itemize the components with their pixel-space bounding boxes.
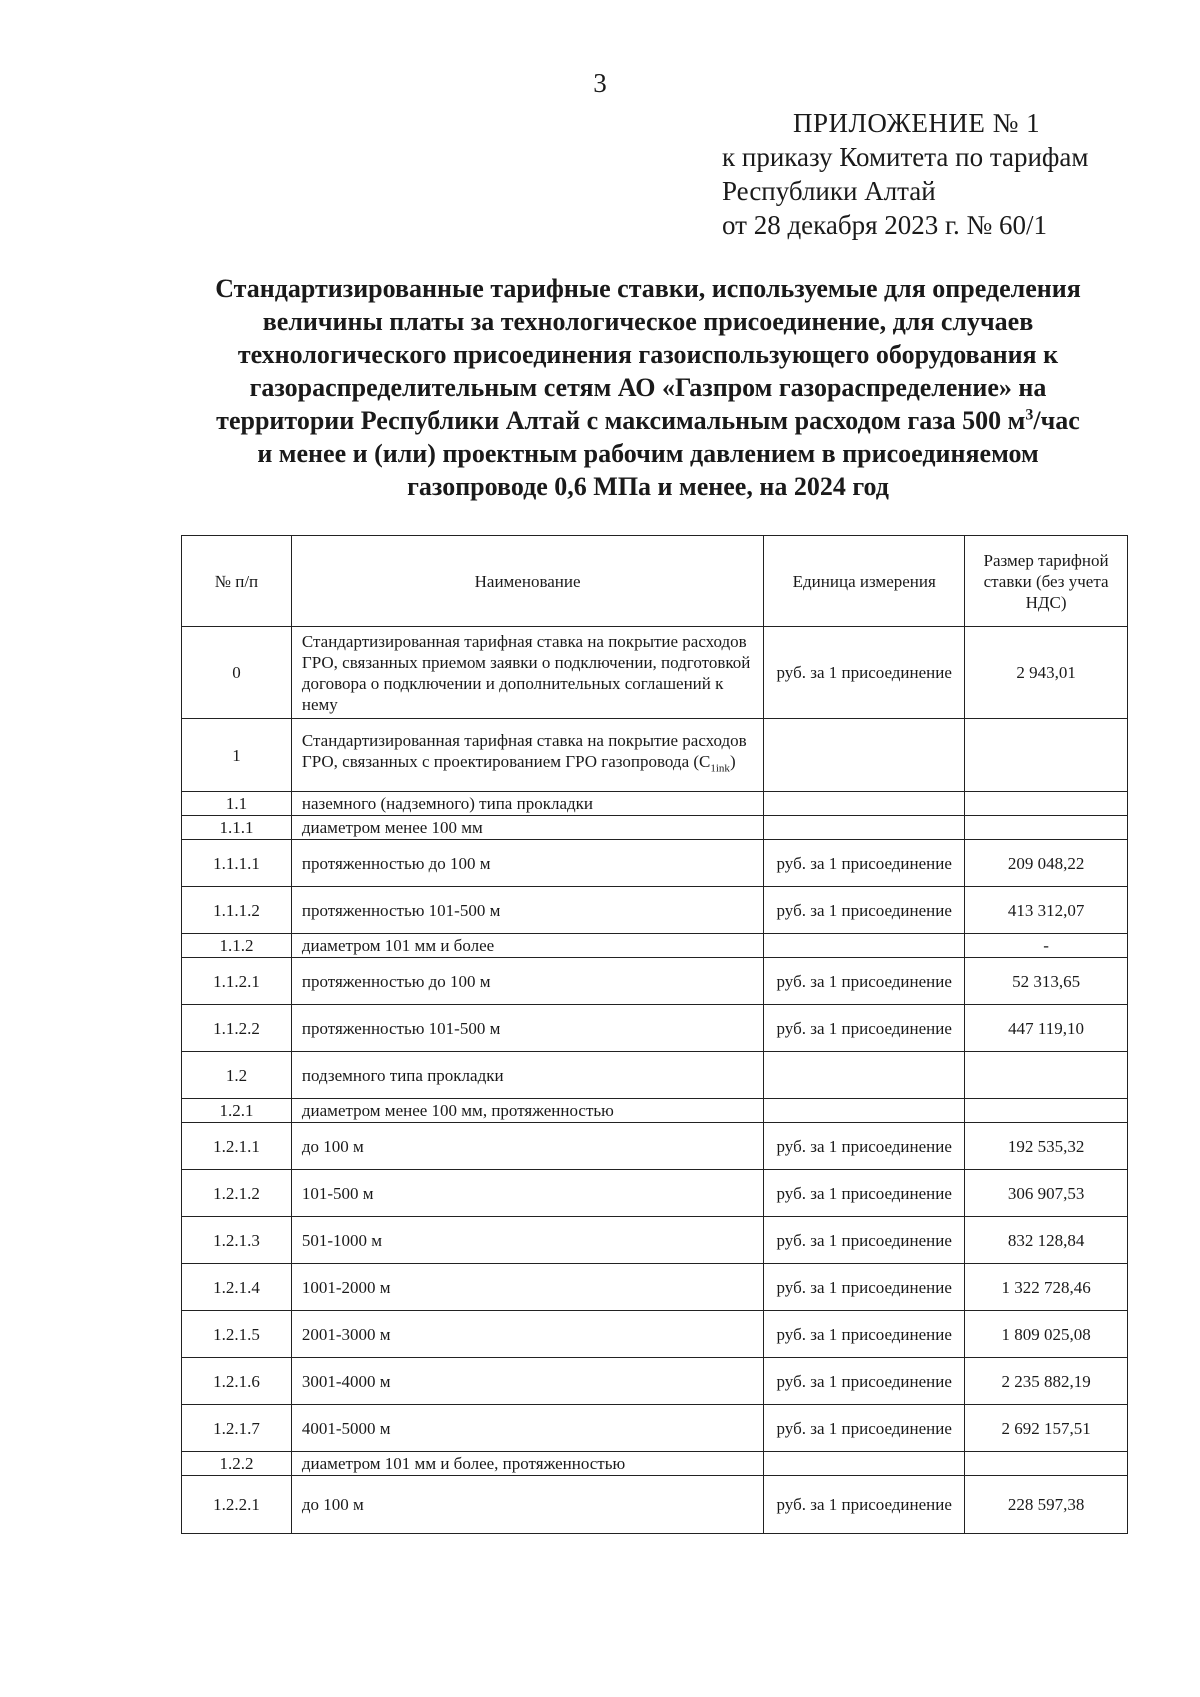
row-unit — [764, 816, 965, 840]
page-number: 3 — [593, 68, 607, 98]
row-num: 1.2.1.1 — [182, 1123, 292, 1170]
table-row — [182, 816, 1128, 840]
annex-line: к приказу Комитета по тарифам — [722, 142, 1089, 172]
title-text: территории Республики Алтай с максимальным расходом газа 500 м — [216, 406, 1026, 435]
row-unit: руб. за 1 присоединение — [764, 1170, 965, 1217]
row-name: 4001-5000 м — [291, 1405, 763, 1452]
row-num: 1.1.1.2 — [182, 887, 292, 934]
row-num: 1.2 — [182, 1052, 292, 1099]
title-line: величины платы за технологическое присоединение, для случаев — [262, 307, 1034, 336]
row-num: 1.2.2 — [182, 1452, 292, 1476]
row-name: протяженностью до 100 м — [291, 840, 763, 887]
row-name: Стандартизированная тарифная ставка на покрытие расходов ГРО, связанных приемом заявки о подключении, подготовкой договора о подключении и дополнительных соглашений к нему — [291, 627, 763, 719]
title-text: /час — [1033, 406, 1080, 435]
row-num: 1 — [182, 719, 292, 792]
row-unit: руб. за 1 присоединение — [764, 958, 965, 1005]
row-unit — [764, 1452, 965, 1476]
header-name: Наименование — [291, 536, 763, 627]
row-name: подземного типа прокладки — [291, 1052, 763, 1099]
row-num: 1.2.2.1 — [182, 1476, 292, 1534]
table-row — [182, 627, 1128, 719]
annex-title: ПРИЛОЖЕНИЕ № 1 — [793, 108, 1041, 138]
row-name: диаметром менее 100 мм, протяженностью — [291, 1099, 763, 1123]
row-num: 1.2.1 — [182, 1099, 292, 1123]
table-header-row — [182, 536, 1128, 627]
row-unit: руб. за 1 присоединение — [764, 627, 965, 719]
row-num: 1.1.2.1 — [182, 958, 292, 1005]
row-unit — [764, 719, 965, 792]
row-unit — [764, 934, 965, 958]
row-num: 1.1 — [182, 792, 292, 816]
row-unit: руб. за 1 присоединение — [764, 887, 965, 934]
row-unit: руб. за 1 присоединение — [764, 1405, 965, 1452]
row-unit: руб. за 1 присоединение — [764, 840, 965, 887]
row-name-text: Стандартизированная тарифная ставка на покрытие расходов ГРО, связанных с проектированием ГРО газопровода (C — [301, 731, 747, 772]
header-num: № п/п — [182, 536, 292, 627]
row-value — [965, 816, 1128, 840]
row-num: 1.2.1.3 — [182, 1217, 292, 1264]
row-name-text: ) — [729, 752, 736, 772]
table-row — [182, 1405, 1128, 1452]
annex-line: Республики Алтай — [722, 176, 936, 206]
title-line — [160, 404, 1136, 437]
table-row — [182, 1005, 1128, 1052]
row-value: 228 597,38 — [965, 1476, 1128, 1534]
row-unit: руб. за 1 присоединение — [764, 1005, 965, 1052]
header-rate: Размер тарифной ставки (без учета НДС) — [965, 536, 1128, 627]
row-value: 2 692 157,51 — [965, 1405, 1128, 1452]
row-unit: руб. за 1 присоединение — [764, 1311, 965, 1358]
title-line: технологического присоединения газоиспользующего оборудования к — [237, 340, 1059, 369]
row-value: 2 235 882,19 — [965, 1358, 1128, 1405]
title-line: Стандартизированные тарифные ставки, используемые для определения — [215, 274, 1081, 303]
row-num: 1.2.1.5 — [182, 1311, 292, 1358]
row-value: 1 322 728,46 — [965, 1264, 1128, 1311]
row-num: 1.1.1.1 — [182, 840, 292, 887]
row-name — [291, 719, 763, 792]
row-name: диаметром менее 100 мм — [291, 816, 763, 840]
row-value: 413 312,07 — [965, 887, 1128, 934]
table-row — [182, 1099, 1128, 1123]
row-unit — [764, 792, 965, 816]
row-unit: руб. за 1 присоединение — [764, 1217, 965, 1264]
table-row — [182, 1476, 1128, 1534]
row-value: 52 313,65 — [965, 958, 1128, 1005]
row-name: 2001-3000 м — [291, 1311, 763, 1358]
row-name: диаметром 101 мм и более, протяженностью — [291, 1452, 763, 1476]
row-name: до 100 м — [291, 1123, 763, 1170]
tariff-table — [181, 535, 1128, 1534]
row-value: 192 535,32 — [965, 1123, 1128, 1170]
row-name: протяженностью 101-500 м — [291, 887, 763, 934]
row-name: наземного (надземного) типа прокладки — [291, 792, 763, 816]
row-unit — [764, 1099, 965, 1123]
row-unit: руб. за 1 присоединение — [764, 1123, 965, 1170]
row-num: 1.2.1.4 — [182, 1264, 292, 1311]
row-num: 1.1.2.2 — [182, 1005, 292, 1052]
row-name: 3001-4000 м — [291, 1358, 763, 1405]
title-line: газораспределительным сетям АО «Газпром газораспределение» на — [249, 373, 1047, 402]
row-num: 1.2.1.6 — [182, 1358, 292, 1405]
table-row — [182, 792, 1128, 816]
table-row — [182, 1123, 1128, 1170]
row-value — [965, 1452, 1128, 1476]
row-num: 1.2.1.2 — [182, 1170, 292, 1217]
title-superscript: 3 — [1025, 406, 1034, 424]
row-value: 209 048,22 — [965, 840, 1128, 887]
row-num: 1.1.2 — [182, 934, 292, 958]
row-value: 447 119,10 — [965, 1005, 1128, 1052]
row-num: 0 — [182, 627, 292, 719]
row-value: 306 907,53 — [965, 1170, 1128, 1217]
title-line: и менее и (или) проектным рабочим давлением в присоединяемом — [257, 439, 1039, 468]
row-name: 1001-2000 м — [291, 1264, 763, 1311]
row-name: протяженностью 101-500 м — [291, 1005, 763, 1052]
row-num: 1.2.1.7 — [182, 1405, 292, 1452]
table-row — [182, 887, 1128, 934]
row-value: 2 943,01 — [965, 627, 1128, 719]
row-value: 832 128,84 — [965, 1217, 1128, 1264]
row-unit: руб. за 1 присоединение — [764, 1476, 965, 1534]
table-row — [182, 1217, 1128, 1264]
table-row — [182, 1170, 1128, 1217]
row-value: 1 809 025,08 — [965, 1311, 1128, 1358]
row-unit: руб. за 1 присоединение — [764, 1358, 965, 1405]
row-name: 501-1000 м — [291, 1217, 763, 1264]
table-row — [182, 958, 1128, 1005]
table-row — [182, 934, 1128, 958]
table-row — [182, 840, 1128, 887]
table-row — [182, 719, 1128, 792]
row-num: 1.1.1 — [182, 816, 292, 840]
row-value: - — [965, 934, 1128, 958]
row-name: протяженностью до 100 м — [291, 958, 763, 1005]
table-row — [182, 1052, 1128, 1099]
table-row — [182, 1311, 1128, 1358]
row-value — [965, 1052, 1128, 1099]
row-value — [965, 1099, 1128, 1123]
row-unit: руб. за 1 присоединение — [764, 1264, 965, 1311]
document-title — [160, 272, 1136, 503]
table-row — [182, 1452, 1128, 1476]
table-row — [182, 1358, 1128, 1405]
row-name: до 100 м — [291, 1476, 763, 1534]
annex-block — [722, 106, 1088, 242]
row-name-subscript: 1ink — [710, 762, 730, 775]
row-value — [965, 792, 1128, 816]
header-unit: Единица измерения — [764, 536, 965, 627]
annex-line: от 28 декабря 2023 г. № 60/1 — [722, 210, 1048, 240]
row-name: 101-500 м — [291, 1170, 763, 1217]
row-name: диаметром 101 мм и более — [291, 934, 763, 958]
table-row — [182, 1264, 1128, 1311]
title-line: газопроводе 0,6 МПа и менее, на 2024 год — [407, 472, 889, 501]
row-value — [965, 719, 1128, 792]
row-unit — [764, 1052, 965, 1099]
